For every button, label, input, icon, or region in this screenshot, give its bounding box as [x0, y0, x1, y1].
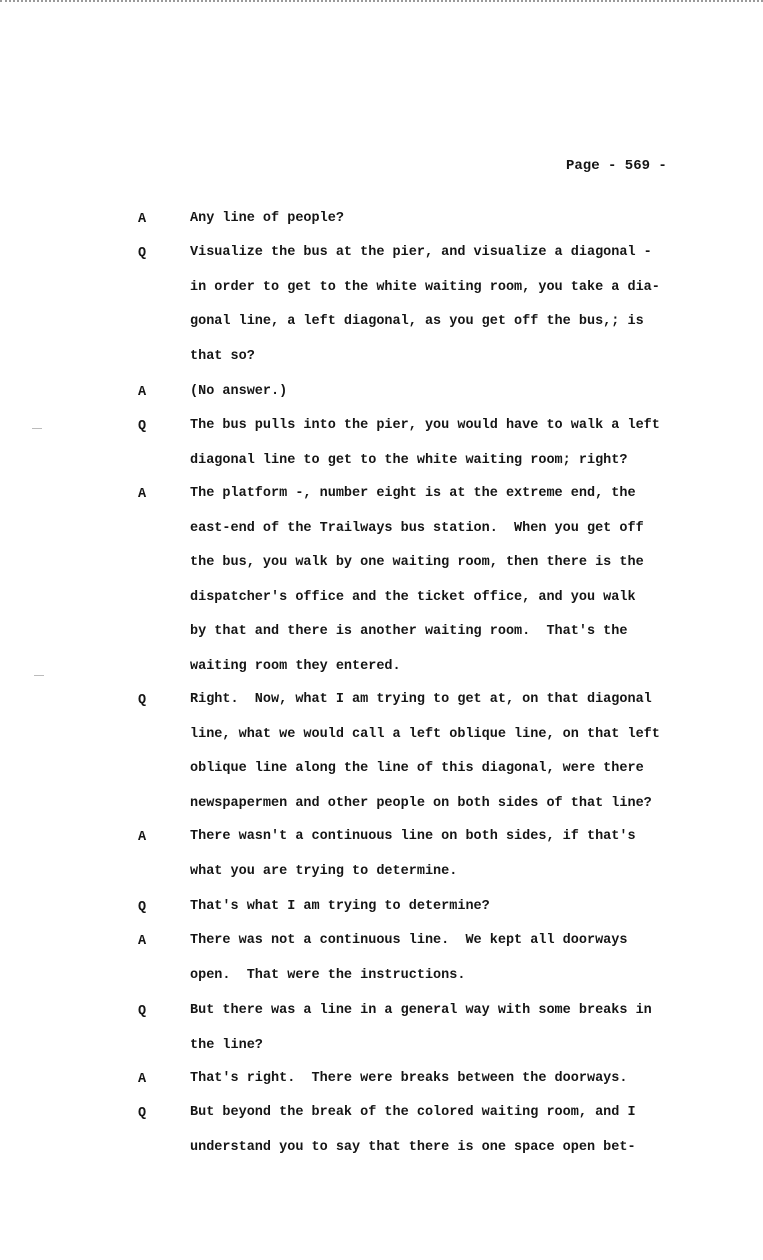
speaker-label: A — [138, 934, 147, 949]
text-line: But beyond the break of the colored waiting room, and I — [190, 1105, 636, 1120]
text-line: Right. Now, what I am trying to get at, on that diagonal — [190, 692, 652, 707]
speaker-label: A — [138, 487, 147, 502]
speaker-label: A — [138, 385, 147, 400]
text-line: understand you to say that there is one space open bet- — [190, 1139, 636, 1155]
text-line: the line? — [190, 1037, 263, 1053]
speaker-label: Q — [138, 900, 147, 915]
text-line: There wasn't a continuous line on both sides, if that's — [190, 829, 636, 844]
text-line: But there was a line in a general way with some breaks in — [190, 1003, 652, 1018]
text-line: Visualize the bus at the pier, and visualize a diagonal - — [190, 245, 652, 260]
text-line: oblique line along the line of this diagonal, were there — [190, 761, 644, 776]
text-line: The platform -, number eight is at the extreme end, the — [190, 486, 636, 501]
text-line: line, what we would call a left oblique line, on that left — [190, 726, 660, 742]
text-line: what you are trying to determine. — [190, 863, 458, 879]
speaker-label: Q — [138, 1106, 147, 1121]
entry-text — [190, 1096, 730, 1165]
text-line: in order to get to the white waiting room, you take a dia- — [190, 279, 660, 295]
entry-text — [190, 409, 730, 478]
text-line: (No answer.) — [190, 384, 288, 399]
page-number: Page - 569 - — [566, 158, 667, 174]
text-line: Any line of people? — [190, 211, 344, 226]
text-line: by that and there is another waiting room. That's the — [190, 624, 628, 639]
text-line: the bus, you walk by one waiting room, then there is the — [190, 555, 644, 570]
entry-text — [190, 202, 730, 237]
entry-text — [190, 820, 730, 889]
text-line: waiting room they entered. — [190, 658, 401, 674]
entry-text — [190, 477, 730, 684]
entry-text — [190, 994, 730, 1063]
top-edge-rule — [0, 0, 763, 6]
text-line: that so? — [190, 348, 255, 364]
text-line: diagonal line to get to the white waiting room; right? — [190, 452, 628, 468]
margin-mark — [32, 428, 42, 429]
entry-text — [190, 1062, 730, 1097]
text-line: There was not a continuous line. We kept all doorways — [190, 933, 628, 948]
entry-text — [190, 683, 730, 821]
text-line: gonal line, a left diagonal, as you get off the bus,; is — [190, 314, 644, 329]
text-line: open. That were the instructions. — [190, 967, 466, 983]
text-line: That's what I am trying to determine? — [190, 899, 490, 914]
speaker-label: Q — [138, 419, 147, 434]
text-line: The bus pulls into the pier, you would have to walk a left — [190, 418, 660, 433]
text-line: dispatcher's office and the ticket office, and you walk — [190, 589, 636, 605]
text-line: That's right. There were breaks between the doorways. — [190, 1071, 628, 1086]
speaker-label: A — [138, 212, 147, 227]
text-line: east-end of the Trailways bus station. When you get off — [190, 520, 644, 536]
entry-text — [190, 924, 730, 993]
speaker-label: A — [138, 1072, 147, 1087]
margin-mark — [34, 675, 44, 676]
text-line: newspapermen and other people on both sides of that line? — [190, 795, 652, 811]
entry-text — [190, 236, 730, 374]
speaker-label: Q — [138, 1004, 147, 1019]
entry-text — [190, 375, 730, 410]
speaker-label: Q — [138, 246, 147, 261]
speaker-label: Q — [138, 693, 147, 708]
speaker-label: A — [138, 830, 147, 845]
entry-text — [190, 890, 730, 925]
